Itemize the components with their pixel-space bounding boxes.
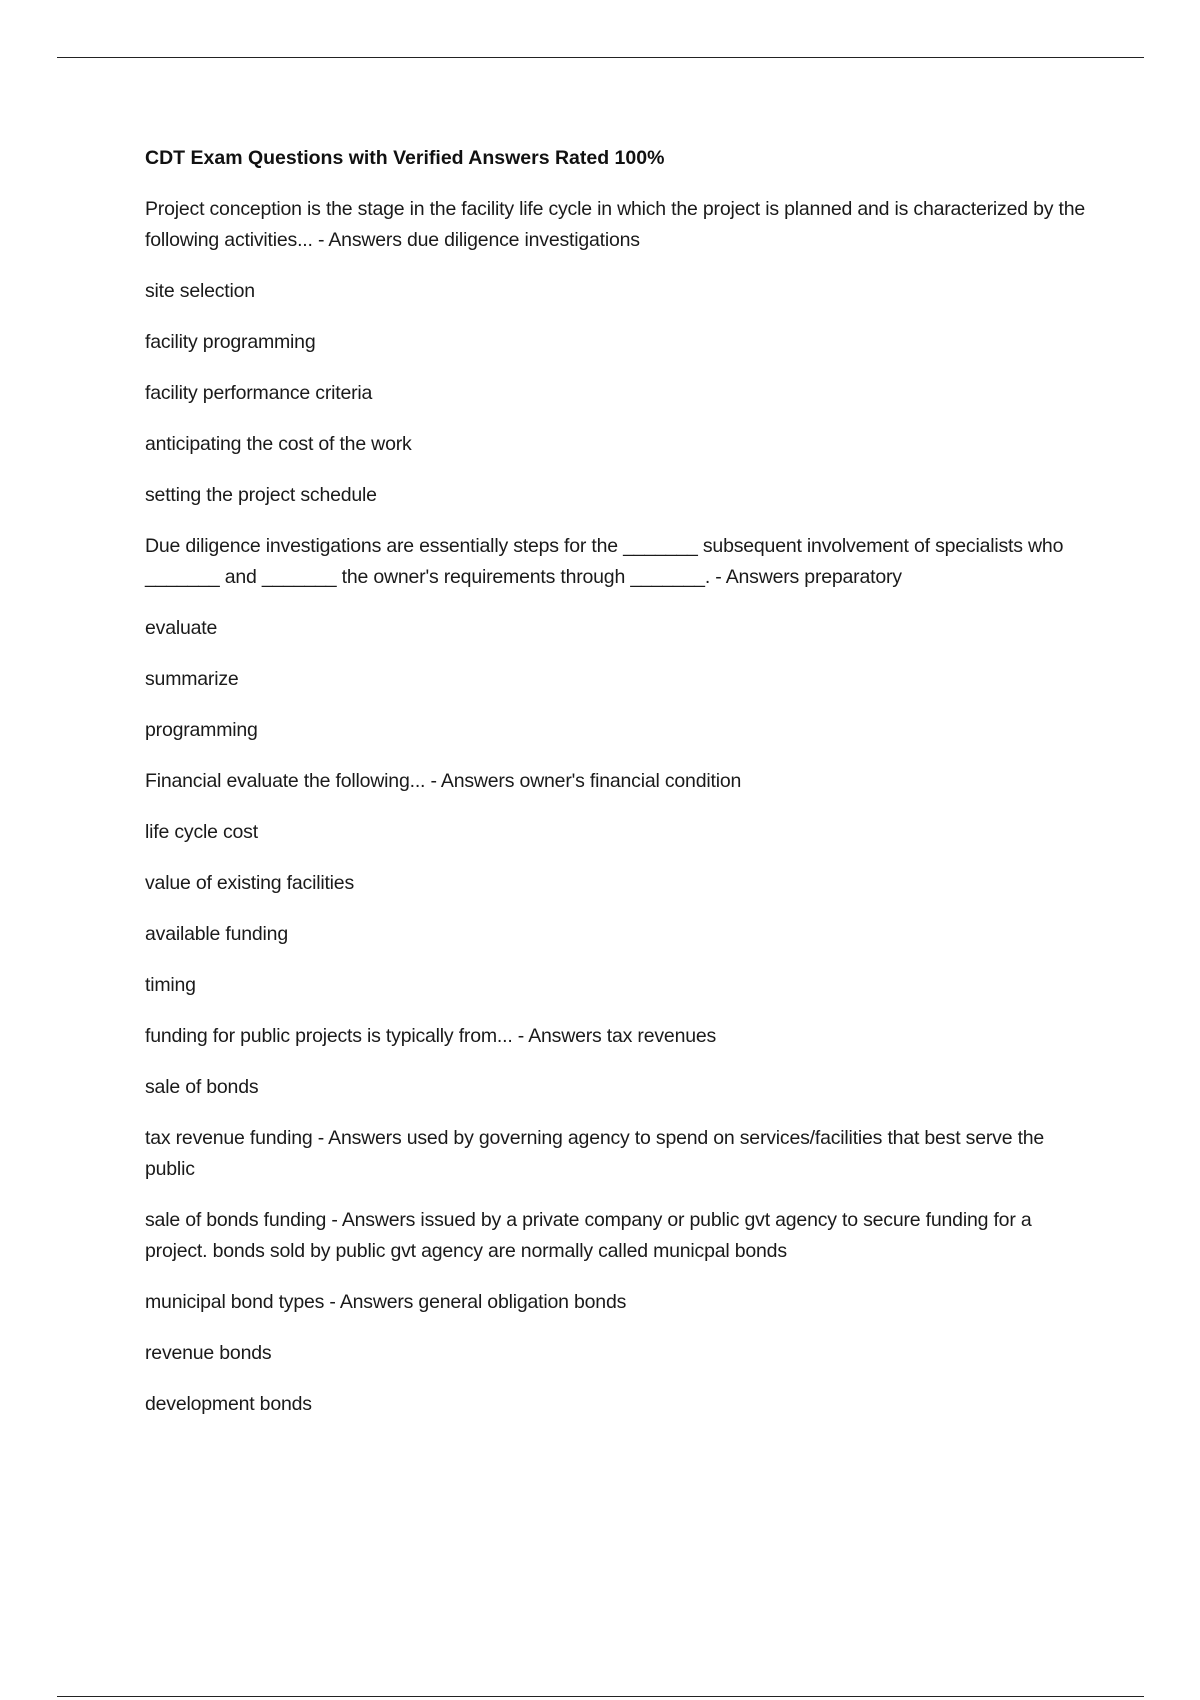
header-rule xyxy=(57,57,1144,58)
paragraph-answer-item: evaluate xyxy=(145,617,218,639)
paragraph-answer-item: development bonds xyxy=(145,1393,312,1415)
paragraph-question: Financial evaluate the following... - Answers owner's financial condition xyxy=(145,770,742,792)
paragraph-answer-item: facility performance criteria xyxy=(145,382,373,404)
paragraph-question: Project conception is the stage in the facility life cycle in which the project is planned and is characterized by the following activities... - Answers due diligence investigations xyxy=(145,198,1086,251)
paragraph-answer-item: available funding xyxy=(145,923,288,945)
paragraph-question: municipal bond types - Answers general obligation bonds xyxy=(145,1291,627,1313)
footer-rule xyxy=(57,1696,1144,1697)
paragraph-answer-item: sale of bonds xyxy=(145,1076,259,1098)
paragraph-answer-item: site selection xyxy=(145,280,255,302)
paragraph-answer-item: summarize xyxy=(145,668,239,690)
paragraph-answer-item: setting the project schedule xyxy=(145,484,377,506)
paragraph-question: tax revenue funding - Answers used by governing agency to spend on services/facilities that best serve the public xyxy=(145,1127,1045,1180)
paragraph-answer-item: timing xyxy=(145,974,196,996)
paragraph-answer-item: value of existing facilities xyxy=(145,872,355,894)
paragraph-answer-item: anticipating the cost of the work xyxy=(145,433,412,455)
paragraph-answer-item: revenue bonds xyxy=(145,1342,272,1364)
paragraph-question: sale of bonds funding - Answers issued by a private company or public gvt agency to secure funding for a project. bonds sold by public gvt agency are normally called municpal bonds xyxy=(145,1209,1032,1262)
paragraph-answer-item: facility programming xyxy=(145,331,316,353)
document-body xyxy=(145,143,1095,1440)
paragraph-question: Due diligence investigations are essentially steps for the _______ subsequent involvement of specialists who _______ and _______ the owner's requirements through _______. - Answers preparatory xyxy=(145,535,1064,588)
paragraph-answer-item: life cycle cost xyxy=(145,821,258,843)
paragraph-question: funding for public projects is typically from... - Answers tax revenues xyxy=(145,1025,717,1047)
paragraph-answer-item: programming xyxy=(145,719,258,741)
document-title: CDT Exam Questions with Verified Answers Rated 100% xyxy=(145,147,665,169)
